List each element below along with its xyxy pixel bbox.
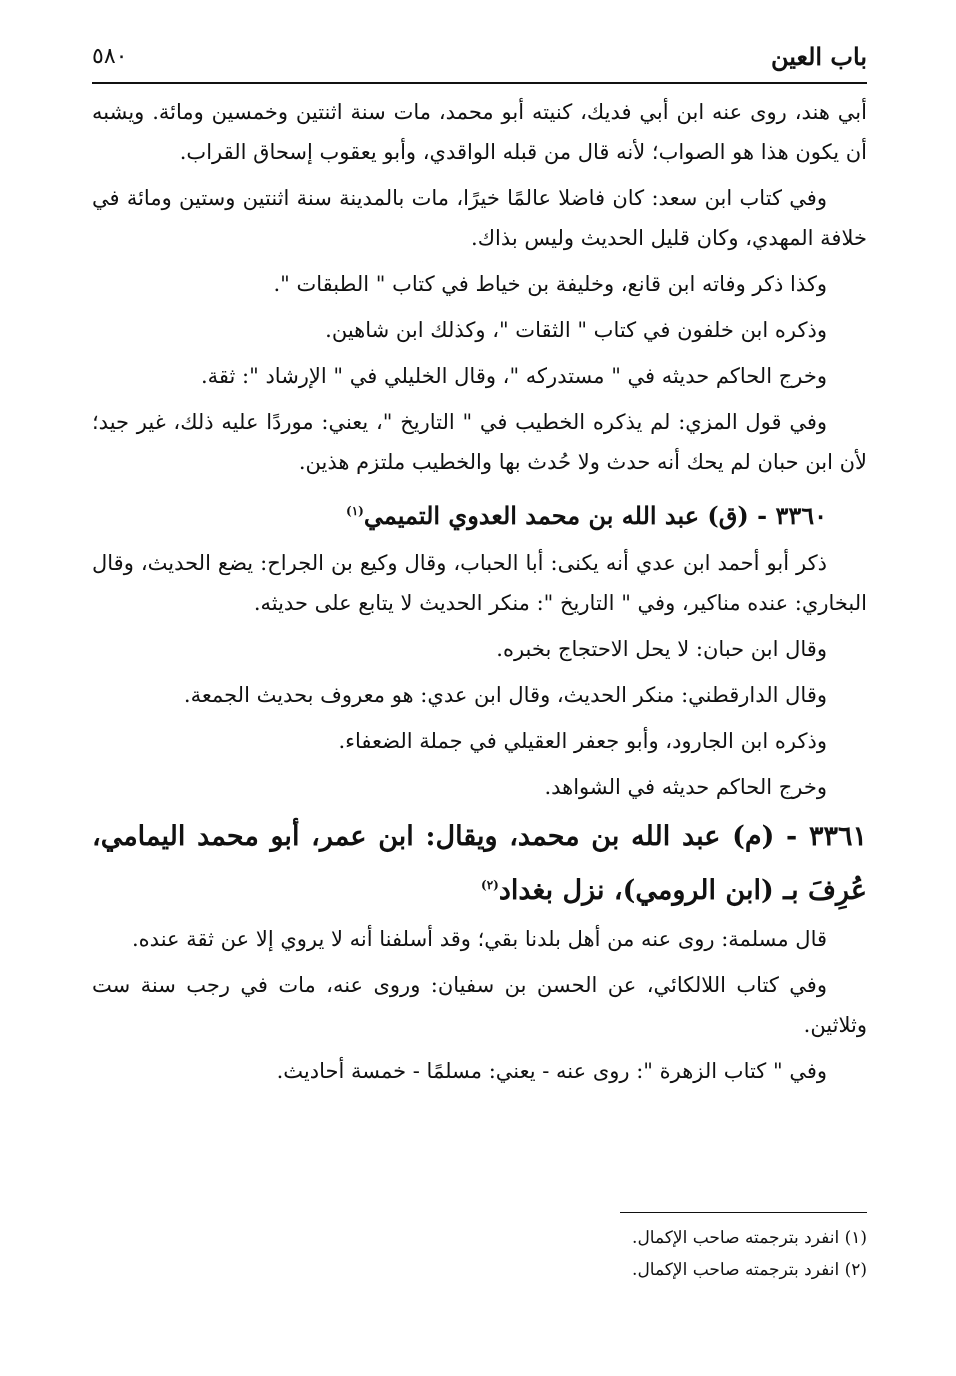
- entry-heading-3361: [92, 813, 867, 915]
- page-header: [92, 30, 867, 82]
- page-number: ٥٨٠: [92, 43, 128, 69]
- paragraph: وخرج الحاكم حديثه في " مستدركه "، وقال الخليلي في " الإرشاد ": ثقة.: [200, 364, 827, 388]
- paragraph: أبي هند، روى عنه ابن أبي فديك، كنيته أبو محمد، مات سنة اثنتين وخمسين ومائة. ويشبه أن يكون هذا هو الصواب؛ لأنه قال من قبله الواقدي، وأبو يعقوب إسحاق القراب.: [92, 100, 867, 164]
- entry-heading-text: ٣٣٦١ - (م) عبد الله بن محمد، ويقال: ابن عمر، أبو محمد اليمامي، عُرِفَ بـ (ابن الرومي)، نزل بغداد: [92, 821, 867, 906]
- footnote-ref: (١): [346, 504, 364, 518]
- paragraph: وكذا ذكر وفاته ابن قانع، وخليفة بن خياط في كتاب " الطبقات ".: [273, 272, 827, 296]
- paragraph: وفي كتاب اللالكائي، عن الحسن بن سفيان: وروى عنه، مات في رجب سنة ست وثلاثين.: [92, 973, 867, 1037]
- paragraph: وفي كتاب ابن سعد: كان فاضلا عالمًا خيرًا، مات بالمدينة سنة اثنتين وستين ومائة في خلافة المهدي، وكان قليل الحديث وليس بذاك.: [92, 186, 867, 250]
- footnote-ref: (٢): [481, 878, 499, 892]
- paragraph: وفي قول المزي: لم يذكره الخطيب في " التاريخ "، يعني: موردًا عليه ذلك، غير جيد؛ لأن ابن حبان لم يحك أنه حدث ولا حُدث بها والخطيب ملتزم هذين.: [92, 410, 867, 474]
- entry-heading-text: ٣٣٦٠ - (ق) عبد الله بن محمد العدوي التميمي: [363, 501, 827, 530]
- paragraph: وذكره ابن الجارود، وأبو جعفر العقيلي في جملة الضعفاء.: [338, 729, 827, 753]
- entry-heading-3360: [92, 488, 867, 539]
- page-body: [92, 92, 867, 1097]
- chapter-title: باب العين: [770, 41, 867, 71]
- paragraph: وقال ابن حبان: لا يحل الاحتجاج بخبره.: [496, 637, 827, 661]
- paragraph: وخرج الحاكم حديثه في الشواهد.: [544, 775, 827, 799]
- footnotes: [92, 1222, 867, 1286]
- footnote-divider: [620, 1212, 867, 1213]
- paragraph: وذكره ابن خلفون في كتاب " الثقات "، وكذلك ابن شاهين.: [325, 318, 827, 342]
- header-divider: [92, 82, 867, 84]
- paragraph: وقال الدارقطني: منكر الحديث، وقال ابن عدي: هو معروف بحديث الجمعة.: [183, 683, 827, 707]
- paragraph: وفي " كتاب الزهرة ": روى عنه - يعني: مسلمًا - خمسة أحاديث.: [276, 1059, 827, 1083]
- footnote: (١) انفرد بترجمته صاحب الإكمال.: [632, 1228, 867, 1248]
- paragraph: ذكر أبو أحمد ابن عدي أنه يكنى: أبا الحباب، وقال وكيع بن الجراح: يضع الحديث، وقال البخاري: عنده مناكير، وفي " التاريخ ": منكر الحديث لا يتابع على حديثه.: [92, 551, 867, 615]
- footnote: (٢) انفرد بترجمته صاحب الإكمال.: [632, 1260, 867, 1280]
- paragraph: قال مسلمة: روى عنه من أهل بلدنا بقي؛ وقد أسلفنا أنه لا يروي إلا عن ثقة عنده.: [132, 927, 827, 951]
